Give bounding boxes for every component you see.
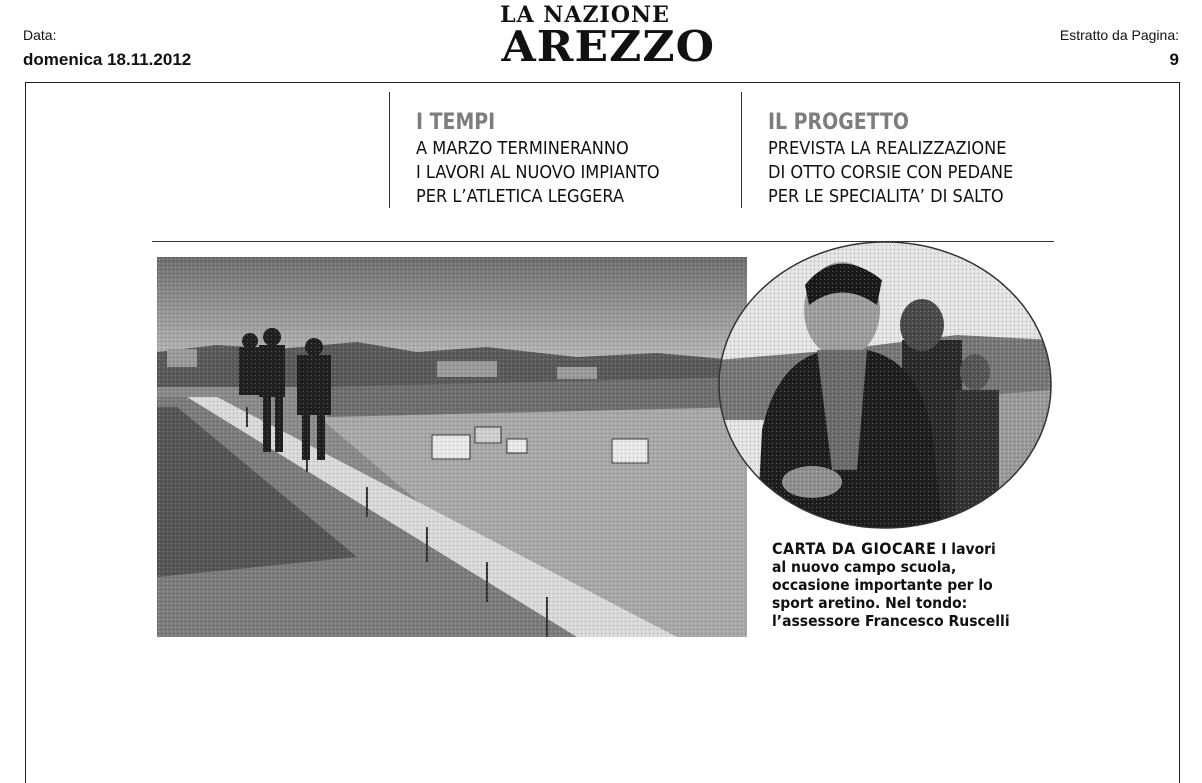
- caption-line: al nuovo campo scuola,: [772, 558, 957, 576]
- column-progetto: [741, 92, 1041, 208]
- masthead-top: LA NAZIONE: [500, 2, 670, 28]
- column-line: I LAVORI AL NUOVO IMPIANTO: [416, 162, 660, 183]
- portrait-circle: [717, 240, 1053, 530]
- column-line: PREVISTA LA REALIZZAZIONE: [768, 138, 1007, 159]
- page-number: 9: [1169, 50, 1179, 69]
- construction-photo: [157, 257, 747, 637]
- caption-line: l’assessore Francesco Ruscelli: [772, 612, 1010, 630]
- caption-line: occasione importante per lo: [772, 576, 993, 594]
- column-heading: IL PROGETTO: [768, 110, 909, 135]
- column-line: PER L’ATLETICA LEGGERA: [416, 186, 625, 207]
- column-line: PER LE SPECIALITA’ DI SALTO: [768, 186, 1004, 207]
- caption-line: sport aretino. Nel tondo:: [772, 594, 968, 612]
- construction-scene: [157, 257, 747, 637]
- column-line: A MARZO TERMINERANNO: [416, 138, 629, 159]
- date-value: domenica 18.11.2012: [23, 50, 192, 69]
- portrait-inset: [717, 240, 1053, 530]
- caption-title: CARTA DA GIOCARE: [772, 539, 937, 558]
- column-line: DI OTTO CORSIE CON PEDANE: [768, 162, 1014, 183]
- masthead-main: AREZZO: [501, 22, 716, 71]
- column-tempi: [389, 92, 687, 208]
- date-label: Data:: [23, 27, 57, 43]
- photo-caption: [772, 540, 1033, 630]
- column-heading: I TEMPI: [416, 110, 496, 135]
- caption-line: I lavori: [941, 540, 996, 558]
- page-label: Estratto da Pagina:: [1059, 27, 1179, 43]
